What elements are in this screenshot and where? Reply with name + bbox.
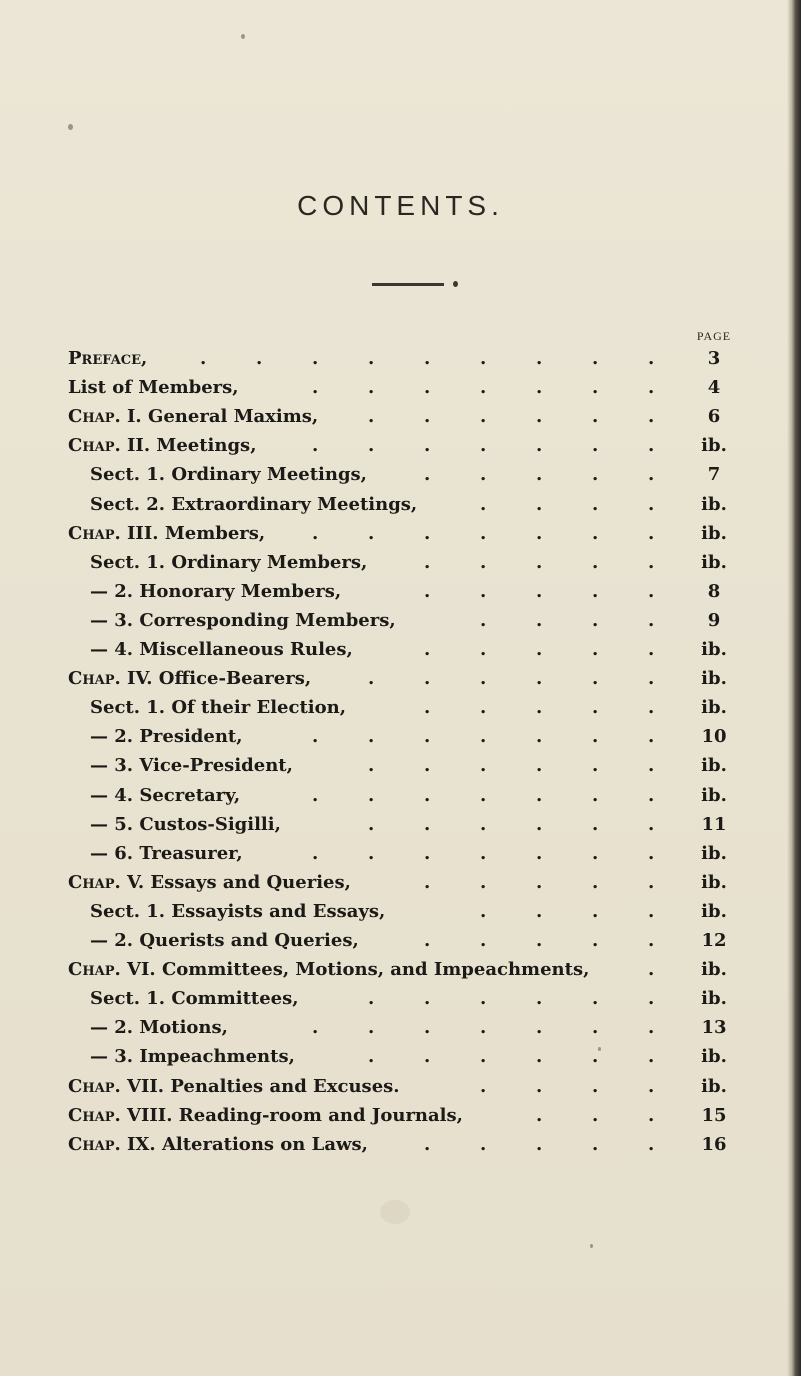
toc-entry-label (90, 1013, 228, 1042)
leader-dot: . (480, 406, 487, 427)
toc-entry-number: Sect. 1. (90, 901, 166, 922)
leader-dot: . (424, 552, 431, 573)
toc-entry[interactable] (68, 1072, 801, 1101)
leader-dot: . (424, 755, 431, 776)
leader-dot: . (648, 872, 655, 893)
leader-dot: . (592, 668, 599, 689)
leader-dot: . (312, 726, 319, 747)
leader-dot: . (648, 814, 655, 835)
leader-dot: . (592, 523, 599, 544)
toc-entry[interactable] (68, 519, 801, 548)
leader-dot: . (648, 610, 655, 631)
toc-entry-number: — 3. (90, 610, 134, 631)
toc-entry-title: Committees, (171, 988, 299, 1009)
leader-dot: . (424, 988, 431, 1009)
toc-entry-page: ib. (701, 1076, 727, 1097)
toc-entry-title: Members, (164, 523, 266, 544)
leader-dot: . (648, 406, 655, 427)
leader-dot: . (312, 523, 319, 544)
toc-entry[interactable] (68, 1130, 801, 1159)
toc-entry[interactable] (90, 751, 801, 780)
toc-entry-number: Chap. V. (68, 872, 145, 893)
toc-entry-label (90, 751, 293, 780)
toc-entry-page: 11 (701, 814, 727, 835)
toc-entry-number: Chap. IX. (68, 1134, 156, 1155)
leader-dot: . (256, 348, 263, 369)
leader-dot: . (648, 901, 655, 922)
toc-entry-page: 3 (707, 348, 721, 369)
leader-dot: . (312, 348, 319, 369)
toc-entry-title: Extraordinary Meetings, (171, 494, 418, 515)
leader-dot: . (480, 552, 487, 573)
leader-dot: . (536, 1046, 543, 1067)
toc-entry[interactable] (90, 606, 801, 635)
leader-dot: . (648, 930, 655, 951)
toc-entry[interactable] (90, 810, 801, 839)
toc-entry[interactable] (68, 373, 801, 402)
toc-entry-title: General Maxims, (147, 406, 319, 427)
toc-entry-page: 8 (707, 581, 721, 602)
toc-entry-label (68, 1101, 463, 1130)
leader-dot: . (480, 988, 487, 1009)
leader-dot: . (424, 523, 431, 544)
leader-dot: . (648, 1134, 655, 1155)
toc-entry-page: ib. (701, 872, 727, 893)
toc-entry-page: ib. (701, 959, 727, 980)
leader-dot: . (536, 726, 543, 747)
toc-entry-page: ib. (701, 785, 727, 806)
leader-dot: . (536, 435, 543, 456)
leader-dot: . (592, 814, 599, 835)
leader-dot: . (480, 1046, 487, 1067)
leader-dot: . (368, 814, 375, 835)
toc-entry-label (90, 781, 240, 810)
leader-dot: . (536, 552, 543, 573)
toc-entry-number: Preface, (68, 348, 148, 369)
leader-dot: . (424, 348, 431, 369)
toc-entry-label (68, 344, 147, 373)
leader-dot: . (368, 435, 375, 456)
toc-entry-label (90, 926, 359, 955)
toc-entry-page: ib. (701, 988, 727, 1009)
leader-dot: . (424, 872, 431, 893)
leader-dot: . (480, 872, 487, 893)
leader-dot: . (592, 406, 599, 427)
leader-dot: . (536, 406, 543, 427)
toc-entry-number: Chap. IV. (68, 668, 153, 689)
toc-entry[interactable] (68, 431, 801, 460)
leader-dot: . (592, 930, 599, 951)
leader-dot: . (480, 639, 487, 660)
toc-entry-number: Sect. 1. (90, 552, 166, 573)
toc-entry-title: Corresponding Members, (139, 610, 396, 631)
leader-dot: . (592, 872, 599, 893)
toc-entry-title: Miscellaneous Rules, (139, 639, 353, 660)
toc-entry-number: Sect. 1. (90, 988, 166, 1009)
leader-dot: . (592, 348, 599, 369)
leader-dot: . (648, 523, 655, 544)
leader-dot: . (592, 726, 599, 747)
leader-dot: . (424, 843, 431, 864)
leader-dot: . (480, 523, 487, 544)
leader-dot: . (480, 464, 487, 485)
toc-entry-page: 7 (707, 464, 721, 485)
toc-entry-number: List of Members, (68, 377, 239, 398)
leader-dot: . (536, 872, 543, 893)
toc-entry-title: Essays and Queries, (150, 872, 351, 893)
leader-dot: . (480, 697, 487, 718)
toc-entry-label (90, 810, 281, 839)
leader-dot: . (480, 581, 487, 602)
toc-entry-page: ib. (701, 494, 727, 515)
toc-entry[interactable] (90, 897, 801, 926)
leader-dot: . (368, 988, 375, 1009)
toc-entry-page: 15 (701, 1105, 727, 1126)
leader-dot: . (368, 668, 375, 689)
toc-entry-label (90, 577, 341, 606)
leader-dot: . (648, 668, 655, 689)
leader-dot: . (424, 464, 431, 485)
leader-dot: . (648, 435, 655, 456)
leader-dot: . (368, 755, 375, 776)
toc-entry[interactable] (90, 548, 801, 577)
toc-entry-number: — 3. (90, 755, 134, 776)
toc-entry-title: Meetings, (156, 435, 257, 456)
leader-dot: . (536, 697, 543, 718)
leader-dot: . (368, 377, 375, 398)
page-title: CONTENTS. (297, 190, 504, 221)
leader-dot: . (480, 377, 487, 398)
toc-entry-label (90, 897, 385, 926)
leader-dot: . (592, 377, 599, 398)
leader-dot: . (648, 843, 655, 864)
toc-entry-page: 13 (701, 1017, 727, 1038)
toc-entry-title: Impeachments, (139, 1046, 295, 1067)
toc-entry-number: — 4. (90, 639, 134, 660)
leader-dot: . (592, 1105, 599, 1126)
leader-dot: . (648, 639, 655, 660)
leader-dot: . (424, 697, 431, 718)
toc-entry-label (90, 984, 299, 1013)
leader-dot: . (536, 988, 543, 1009)
leader-dot: . (480, 1017, 487, 1038)
leader-dot: . (648, 1076, 655, 1097)
leader-dot: . (648, 1105, 655, 1126)
leader-dot: . (200, 348, 207, 369)
toc-entry-label (68, 1072, 400, 1101)
leader-dot: . (648, 726, 655, 747)
toc-entry-label (90, 606, 396, 635)
toc-entry-page: ib. (701, 697, 727, 718)
toc-entry-number: — 5. (90, 814, 134, 835)
leader-dot: . (648, 1017, 655, 1038)
toc-entry-title: Of their Election, (171, 697, 346, 718)
toc-entry[interactable] (90, 1042, 801, 1071)
toc-entry-number: Sect. 1. (90, 464, 166, 485)
toc-entry-title: Ordinary Members, (171, 552, 368, 573)
toc-entry-label (90, 490, 417, 519)
toc-entry-label (90, 693, 346, 722)
toc-entry[interactable] (90, 839, 801, 868)
leader-dot: . (536, 843, 543, 864)
toc-entry-page: ib. (701, 901, 727, 922)
leader-dot: . (592, 755, 599, 776)
leader-dot: . (536, 1105, 543, 1126)
toc-entry-label (90, 839, 243, 868)
toc-entry-page: ib. (701, 639, 727, 660)
toc-entry-title: Committees, Motions, and Impeachments, (161, 959, 590, 980)
leader-dot: . (592, 1046, 599, 1067)
leader-dot: . (592, 464, 599, 485)
leader-dot: . (424, 639, 431, 660)
leader-dot: . (480, 930, 487, 951)
toc-entry[interactable] (90, 577, 801, 606)
leader-dot: . (368, 348, 375, 369)
toc-entry-number: Chap. II. (68, 435, 151, 456)
toc-entry[interactable] (90, 693, 801, 722)
toc-entry[interactable] (90, 781, 801, 810)
page-column-header: PAGE (696, 329, 732, 343)
leader-dot: . (592, 435, 599, 456)
leader-dot: . (424, 1017, 431, 1038)
leader-dot: . (536, 901, 543, 922)
toc-entry-label (90, 460, 367, 489)
toc-entry[interactable] (90, 926, 801, 955)
toc-entry-page: ib. (701, 435, 727, 456)
toc-entry-label (68, 402, 318, 431)
toc-entry[interactable] (90, 490, 801, 519)
leader-dot: . (536, 785, 543, 806)
toc-entry-page: ib. (701, 668, 727, 689)
toc-entry-page: ib. (701, 843, 727, 864)
leader-dot: . (480, 726, 487, 747)
toc-entry-title: Office-Bearers, (158, 668, 312, 689)
toc-entry-label (68, 1130, 368, 1159)
toc-entry[interactable] (90, 722, 801, 751)
leader-dot: . (536, 377, 543, 398)
leader-dot: . (592, 581, 599, 602)
leader-dot: . (480, 435, 487, 456)
leader-dot: . (480, 348, 487, 369)
toc-entry-page: ib. (701, 523, 727, 544)
toc-entry-number: Chap. III. (68, 523, 159, 544)
leader-dot: . (536, 494, 543, 515)
toc-entry-title: President, (139, 726, 243, 747)
toc-entry[interactable] (68, 344, 801, 373)
leader-dot: . (312, 435, 319, 456)
toc-entry-number: — 4. (90, 785, 134, 806)
leader-dot: . (480, 814, 487, 835)
leader-dot: . (368, 843, 375, 864)
leader-dot: . (424, 435, 431, 456)
toc-entry[interactable] (68, 868, 801, 897)
leader-dot: . (424, 785, 431, 806)
toc-entry-number: Chap. I. (68, 406, 142, 427)
leader-dot: . (592, 639, 599, 660)
toc-entry[interactable] (68, 1101, 801, 1130)
toc-entry-number: — 2. (90, 930, 134, 951)
leader-dot: . (592, 1076, 599, 1097)
toc-entry[interactable] (90, 984, 801, 1013)
toc-entry-page: ib. (701, 552, 727, 573)
leader-dot: . (312, 1017, 319, 1038)
toc-entry-title: Motions, (139, 1017, 228, 1038)
leader-dot: . (480, 785, 487, 806)
toc-entry[interactable] (68, 955, 801, 984)
leader-dot: . (536, 755, 543, 776)
toc-entry-label (68, 373, 239, 402)
leader-dot: . (424, 1046, 431, 1067)
toc-entry-label (90, 1042, 295, 1071)
leader-dot: . (480, 901, 487, 922)
leader-dot: . (648, 755, 655, 776)
leader-dot: . (592, 901, 599, 922)
toc-entry-page: 4 (707, 377, 721, 398)
leader-dot: . (424, 726, 431, 747)
leader-dot: . (480, 1134, 487, 1155)
leader-dot: . (536, 1134, 543, 1155)
toc-entry-number: Sect. 1. (90, 697, 166, 718)
leader-dot: . (648, 494, 655, 515)
toc-entry-label (68, 955, 589, 984)
leader-dot: . (536, 639, 543, 660)
toc-entry-title: Penalties and Excuses. (170, 1076, 400, 1097)
toc-entry-title: Honorary Members, (139, 581, 342, 602)
leader-dot: . (536, 814, 543, 835)
toc-entry-label (90, 548, 367, 577)
toc-entry-page: 10 (701, 726, 727, 747)
toc-entry-page: 9 (707, 610, 721, 631)
leader-dot: . (424, 668, 431, 689)
toc-entry-number: Chap. VIII. (68, 1105, 173, 1126)
leader-dot: . (424, 814, 431, 835)
leader-dot: . (648, 464, 655, 485)
toc-entry[interactable] (68, 664, 801, 693)
leader-dot: . (592, 1134, 599, 1155)
toc-entry-label (68, 431, 256, 460)
leader-dot: . (480, 843, 487, 864)
toc-entry-number: Sect. 2. (90, 494, 166, 515)
leader-dot: . (536, 348, 543, 369)
leader-dot: . (480, 494, 487, 515)
toc-entry-title: Reading-room and Journals, (178, 1105, 463, 1126)
leader-dot: . (312, 785, 319, 806)
toc-entry[interactable] (90, 460, 801, 489)
toc-entry-title: Secretary, (139, 785, 241, 806)
toc-entry-number: Chap. VII. (68, 1076, 165, 1097)
leader-dot: . (648, 1046, 655, 1067)
toc-entry-number: — 6. (90, 843, 134, 864)
toc-entry-number: — 3. (90, 1046, 134, 1067)
toc-entry-title: Ordinary Meetings, (171, 464, 367, 485)
leader-dot: . (536, 610, 543, 631)
leader-dot: . (648, 377, 655, 398)
leader-dot: . (424, 581, 431, 602)
toc-entry-title: Querists and Queries, (139, 930, 359, 951)
leader-dot: . (592, 494, 599, 515)
toc-entry-number: — 2. (90, 726, 134, 747)
toc-entry-label (90, 722, 243, 751)
leader-dot: . (424, 930, 431, 951)
toc-entry[interactable] (90, 635, 801, 664)
toc-entry-label (68, 664, 311, 693)
leader-dot: . (480, 610, 487, 631)
toc-entry-page: 12 (701, 930, 727, 951)
leader-dot: . (592, 552, 599, 573)
toc-entry-label (68, 519, 265, 548)
leader-dot: . (648, 959, 655, 980)
leader-dot: . (368, 1017, 375, 1038)
toc-entry[interactable] (90, 1013, 801, 1042)
leader-dot: . (648, 348, 655, 369)
leader-dot: . (536, 523, 543, 544)
leader-dot: . (648, 552, 655, 573)
leader-dot: . (536, 1076, 543, 1097)
toc-entry-title: Treasurer, (139, 843, 243, 864)
toc-entry-number: — 2. (90, 1017, 134, 1038)
leader-dot: . (368, 785, 375, 806)
leader-dot: . (480, 755, 487, 776)
leader-dot: . (368, 726, 375, 747)
toc-entry-number: Chap. VI. (68, 959, 156, 980)
leader-dot: . (536, 581, 543, 602)
leader-dot: . (424, 406, 431, 427)
leader-dot: . (312, 377, 319, 398)
leader-dot: . (536, 1017, 543, 1038)
leader-dot: . (648, 785, 655, 806)
leader-dot: . (592, 988, 599, 1009)
leader-dot: . (368, 406, 375, 427)
toc-entry-title: Custos-Sigilli, (139, 814, 281, 835)
toc-entry-page: 6 (707, 406, 721, 427)
toc-entry-title: Essayists and Essays, (171, 901, 386, 922)
toc-entry-page: ib. (701, 1046, 727, 1067)
toc-entry-page: 16 (701, 1134, 727, 1155)
toc-entry-page: ib. (701, 755, 727, 776)
toc-entry-number: — 2. (90, 581, 134, 602)
leader-dot: . (592, 1017, 599, 1038)
leader-dot: . (648, 988, 655, 1009)
leader-dot: . (424, 1134, 431, 1155)
leader-dot: . (368, 1046, 375, 1067)
leader-dot: . (368, 523, 375, 544)
toc-entry-title: Vice-President, (139, 755, 293, 776)
leader-dot: . (592, 610, 599, 631)
leader-dot: . (312, 843, 319, 864)
leader-dot: . (536, 930, 543, 951)
leader-dot: . (536, 464, 543, 485)
leader-dot: . (480, 668, 487, 689)
leader-dot: . (592, 843, 599, 864)
leader-dot: . (480, 1076, 487, 1097)
leader-dot: . (536, 668, 543, 689)
leader-dot: . (592, 697, 599, 718)
toc-entry-title: Alterations on Laws, (161, 1134, 368, 1155)
leader-dot: . (648, 581, 655, 602)
leader-dot: . (592, 785, 599, 806)
leader-dot: . (648, 697, 655, 718)
leader-dot: . (424, 377, 431, 398)
toc-entry[interactable] (68, 402, 801, 431)
toc-entry-label (90, 635, 353, 664)
toc-entry-label (68, 868, 351, 897)
